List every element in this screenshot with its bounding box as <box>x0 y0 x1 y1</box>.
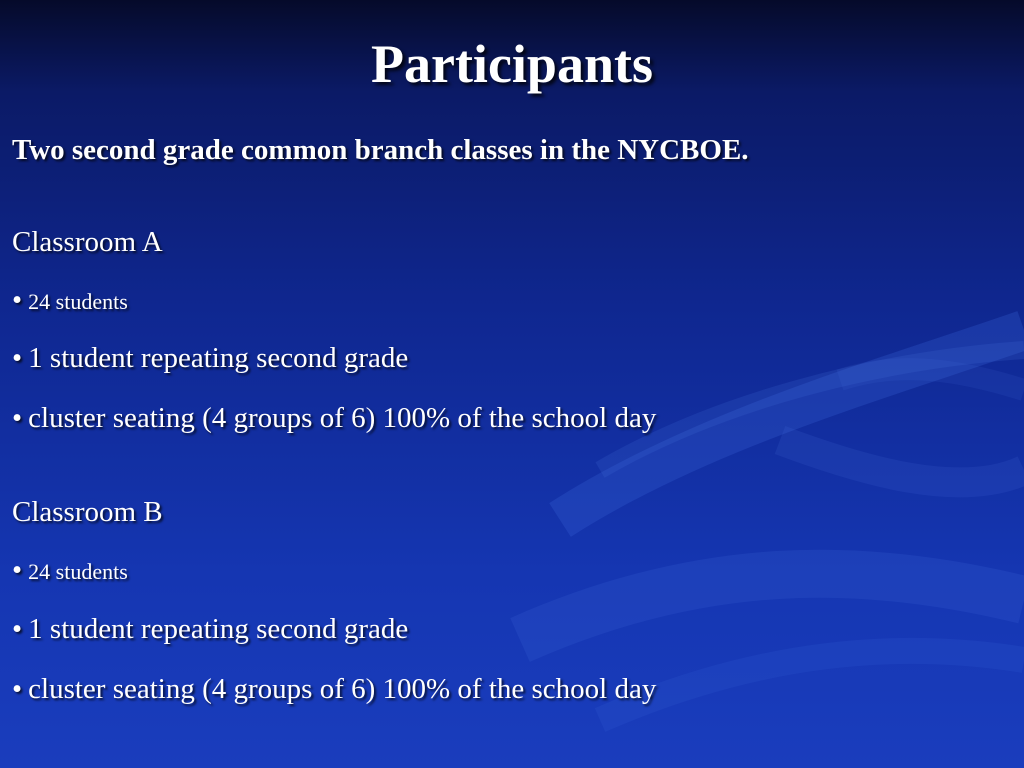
bullet-icon: • <box>12 284 23 316</box>
bullet-icon: • <box>12 402 23 434</box>
bullet-icon: • <box>12 613 23 645</box>
bullet-icon: • <box>12 342 23 374</box>
classroom-b-heading: Classroom B <box>12 496 163 528</box>
list-item-text: cluster seating (4 groups of 6) 100% of the school day <box>28 673 657 705</box>
bullet-icon: • <box>12 673 23 705</box>
list-item-text: cluster seating (4 groups of 6) 100% of the school day <box>28 402 657 434</box>
classroom-b-item-repeating <box>12 609 408 654</box>
list-item-text: 1 student repeating second grade <box>28 342 409 374</box>
list-item-text: 1 student repeating second grade <box>28 613 409 645</box>
classroom-a-item-students <box>12 280 128 325</box>
list-item-text: 24 students <box>28 289 128 314</box>
classroom-a-item-repeating <box>12 338 408 383</box>
slide-title: Participants <box>371 34 653 94</box>
classroom-a-item-seating <box>12 398 656 443</box>
intro-text: Two second grade common branch classes in the NYCBOE. <box>12 134 749 166</box>
bullet-icon: • <box>12 554 23 586</box>
classroom-b-item-seating <box>12 669 656 714</box>
classroom-a-heading: Classroom A <box>12 226 163 258</box>
classroom-b-item-students <box>12 550 128 595</box>
list-item-text: 24 students <box>28 559 128 584</box>
